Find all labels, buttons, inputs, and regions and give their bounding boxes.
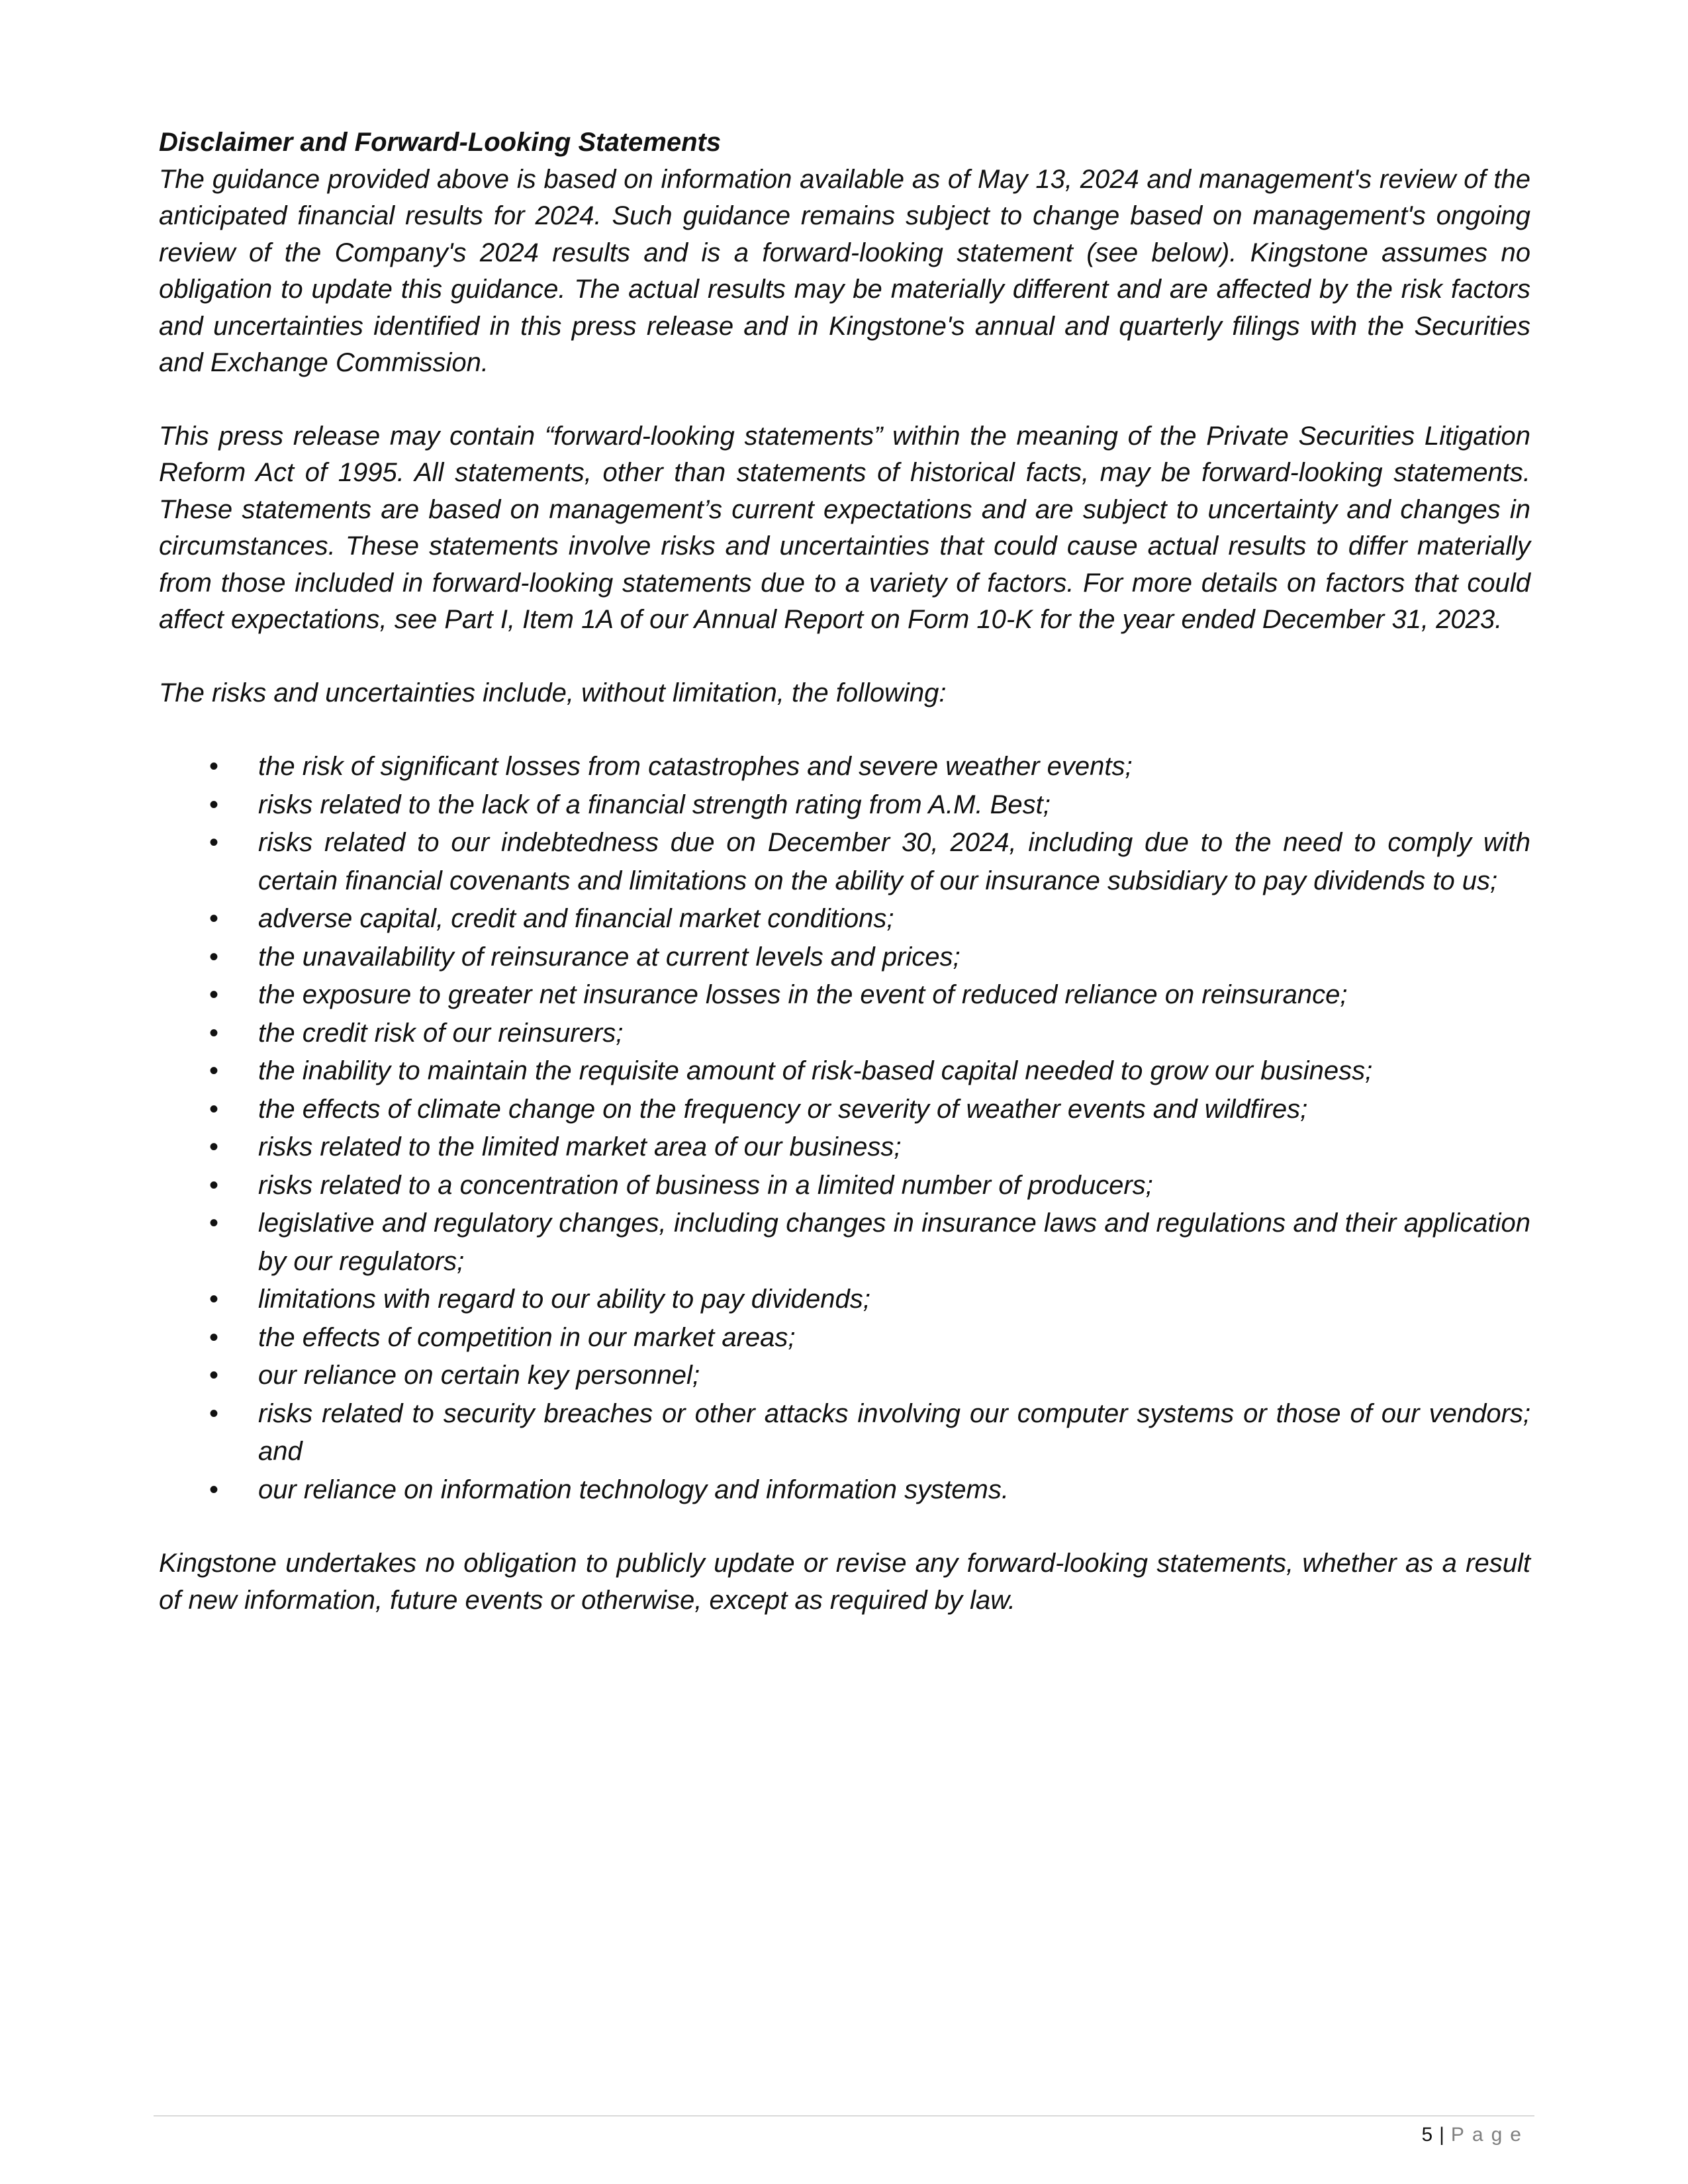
section-heading: Disclaimer and Forward-Looking Statements xyxy=(159,128,722,157)
list-item xyxy=(159,1281,1530,1319)
forward-looking-paragraph: This press release may contain “forward-looking statements” within the meaning of the Private Securities Litigation Reform Act of 1995. All statements, other than statements of historical facts, may be forward-looking statements. These statements are based on management’s current expectations and are subject to uncertainty and changes in circumstances. These statements involve risks and uncertainties that could cause actual results to differ materially from those included in forward-looking statements due to a variety of factors. For more details on factors that could affect expectations, see Part I, Item 1A of our Annual Report on Form 10-K for the year ended December 31, 2023. xyxy=(159,421,1530,634)
list-item-text: risks related to security breaches or other attacks involving our computer systems or those of our vendors; and xyxy=(258,1398,1530,1466)
list-item-text: risks related to a concentration of business in a limited number of producers; xyxy=(258,1170,1153,1200)
bullet-icon: • xyxy=(209,1398,219,1428)
list-item xyxy=(159,1395,1530,1471)
bullet-icon: • xyxy=(209,1170,219,1200)
list-item-text: the effects of climate change on the frequency or severity of weather events and wildfires; xyxy=(258,1094,1308,1124)
list-item-text: the exposure to greater net insurance losses in the event of reduced reliance on reinsurance; xyxy=(258,980,1348,1009)
list-item-text: adverse capital, credit and financial market conditions; xyxy=(258,904,894,933)
bullet-icon: • xyxy=(209,1285,219,1314)
page-label: Page xyxy=(1450,2124,1529,2146)
list-item-text: the risk of significant losses from catastrophes and severe weather events; xyxy=(258,752,1133,781)
list-item xyxy=(159,1091,1530,1129)
paragraph-spacer xyxy=(159,382,1530,418)
guidance-paragraph: The guidance provided above is based on information available as of May 13, 2024 and management's review of the anticipated financial results for 2024. Such guidance remains subject to change based on management's ongoing review of the Company's 2024 results and is a forward-looking statement (see below). Kingstone assumes no obligation to update this guidance. The actual results may be materially different and are affected by the risk factors and uncertainties identified in this press release and in Kingstone's annual and quarterly filings with the Securities and Exchange Commission. xyxy=(159,164,1530,377)
paragraph-spacer xyxy=(159,711,1530,748)
list-item-text: the unavailability of reinsurance at current levels and prices; xyxy=(258,942,961,972)
list-item xyxy=(159,1357,1530,1395)
risk-list xyxy=(159,748,1530,1509)
bullet-icon: • xyxy=(209,980,219,1009)
list-item-text: risks related to the limited market area of our business; xyxy=(258,1132,902,1161)
list-item-text: legislative and regulatory changes, including changes in insurance laws and regulations and their application by our regulators; xyxy=(258,1208,1530,1276)
list-item-text: risks related to our indebtedness due on December 30, 2024, including due to the need to comply with certain financial covenants and limitations on the ability of our insurance subsidiary to pay dividends to us; xyxy=(258,828,1530,895)
page-number: 5 xyxy=(1421,2124,1433,2146)
list-item xyxy=(159,1015,1530,1053)
bullet-icon: • xyxy=(209,904,219,933)
list-item xyxy=(159,1205,1530,1281)
list-item xyxy=(159,1319,1530,1357)
list-item xyxy=(159,938,1530,977)
bullet-icon: • xyxy=(209,1018,219,1048)
page-footer xyxy=(1421,2122,1529,2148)
list-item-text: the credit risk of our reinsurers; xyxy=(258,1018,624,1048)
bullet-icon: • xyxy=(209,942,219,972)
bullet-icon: • xyxy=(209,1361,219,1390)
list-item xyxy=(159,1052,1530,1091)
list-item-text: the effects of competition in our market areas; xyxy=(258,1322,796,1352)
bullet-icon: • xyxy=(209,790,219,819)
closing-paragraph: Kingstone undertakes no obligation to publicly update or revise any forward-looking statements, whether as a result of new information, future events or otherwise, except as required by law. xyxy=(159,1549,1530,1615)
list-item-text: the inability to maintain the requisite amount of risk-based capital needed to grow our business; xyxy=(258,1056,1373,1085)
document-page xyxy=(159,124,1530,1619)
bullet-icon: • xyxy=(209,1094,219,1124)
list-item-text: our reliance on information technology and information systems. xyxy=(258,1475,1009,1504)
list-item xyxy=(159,976,1530,1015)
bullet-icon: • xyxy=(209,752,219,781)
paragraph-spacer xyxy=(159,639,1530,675)
risks-intro-paragraph: The risks and uncertainties include, without limitation, the following: xyxy=(159,678,947,707)
list-item xyxy=(159,748,1530,786)
bullet-icon: • xyxy=(209,1056,219,1085)
list-item xyxy=(159,1128,1530,1167)
list-item xyxy=(159,900,1530,938)
list-item xyxy=(159,786,1530,825)
list-item xyxy=(159,1471,1530,1510)
list-item-text: our reliance on certain key personnel; xyxy=(258,1361,700,1390)
list-item-text: limitations with regard to our ability to pay dividends; xyxy=(258,1285,870,1314)
bullet-icon: • xyxy=(209,1322,219,1352)
bullet-icon: • xyxy=(209,1475,219,1504)
bullet-icon: • xyxy=(209,1208,219,1238)
footer-separator: | xyxy=(1439,2124,1444,2146)
footer-divider xyxy=(154,2115,1534,2116)
list-item xyxy=(159,1167,1530,1205)
bullet-icon: • xyxy=(209,828,219,857)
list-item xyxy=(159,824,1530,900)
paragraph-spacer xyxy=(159,1509,1530,1545)
list-item-text: risks related to the lack of a financial strength rating from A.M. Best; xyxy=(258,790,1051,819)
bullet-icon: • xyxy=(209,1132,219,1161)
